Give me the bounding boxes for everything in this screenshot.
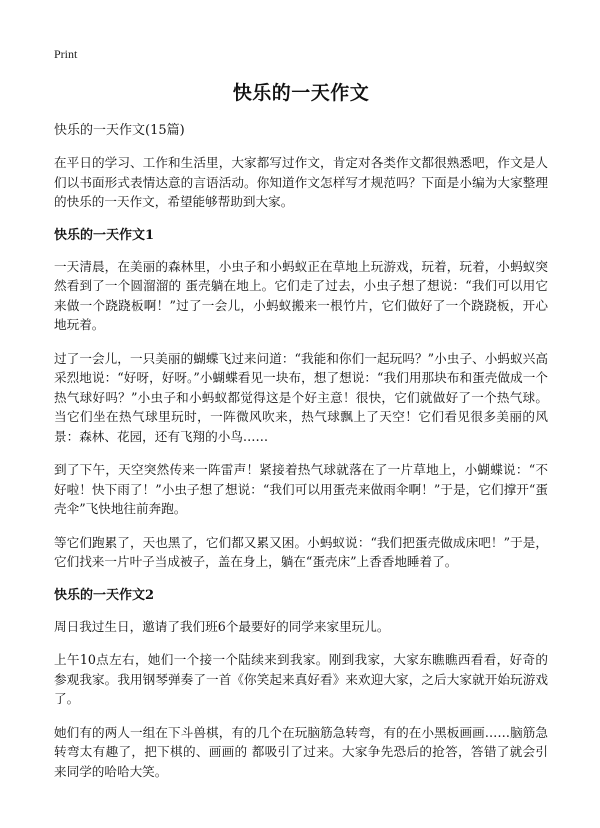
section-1-paragraph-3: 到了下午，天空突然传来一阵雷声！紧接着热气球就落在了一片草地上，小蝴蝶说：“不好啦！快下雨了！”小虫子想了想说：“我们可以用蛋壳来做雨伞啊！”于是，它们撑开“蛋壳伞”飞快地往前奔跑。 [54, 462, 548, 516]
article-subtitle: 快乐的一天作文(15篇) [54, 123, 185, 138]
section-2-paragraph-1: 周日我过生日，邀请了我们班6个最要好的同学来家里玩儿。 [54, 618, 390, 634]
article-body [54, 121, 548, 795]
page-title: 快乐的一天作文 [232, 82, 370, 104]
intro-paragraph: 在平日的学习、工作和生活里，大家都写过作文，肯定对各类作文都很熟悉吧，作文是人们以书面形式表情达意的言语活动。你知道作文怎样写才规范吗？下面是小编为大家整理的快乐的一天作文，希望能够帮助到大家。 [54, 155, 548, 209]
section-2-paragraph-3: 她们有的两人一组在下斗兽棋，有的几个在玩脑筋急转弯，有的在小黑板画画……脑筋急转弯太有趣了，把下棋的、画画的 都吸引了过来。大家争先恐后的抢答，答错了就会引来同学的哈哈大笑。 [54, 724, 548, 779]
section-heading-2: 快乐的一天作文2 [54, 587, 155, 603]
section-1-paragraph-1: 一天清晨，在美丽的森林里，小虫子和小蚂蚁正在草地上玩游戏，玩着，玩着，小蚂蚁突然看到了一个圆溜溜的 蛋壳躺在地上。它们走了过去，小虫子想了想说：“我们可以用它来做一个跷跷板啊！”过了一会儿，小蚂蚁搬来一根竹片，它们做好了一个跷跷板，开心地玩着。 [54, 258, 548, 332]
section-1-paragraph-4: 等它们跑累了，天也黑了，它们都又累又困。小蚂蚁说：“我们把蛋壳做成床吧！”于是，它们找来一片叶子当成被子，盖在身上，躺在“蛋壳床”上香香地睡着了。 [54, 534, 548, 569]
section-1-paragraph-2: 过了一会儿，一只美丽的蝴蝶飞过来问道：“我能和你们一起玩吗？”小虫子、小蚂蚁兴高采烈地说：“好呀，好呀。”小蝴蝶看见一块布，想了想说：“我们用那块布和蛋壳做成一个热气球好吗？”小虫子和小蚂蚁都觉得这是个好主意！很快，它们就做好了一个热气球。当它们坐在热气球里玩时，一阵微风吹来，热气球飘上了天空！它们看见很多美丽的风景：森林、花园，还有飞翔的小鸟…… [54, 350, 548, 444]
section-heading-1: 快乐的一天作文1 [54, 227, 155, 243]
section-2-paragraph-2: 上午10点左右，她们一个接一个陆续来到我家。刚到我家，大家东瞧瞧西看看，好奇的参观我家。我用钢琴弹奏了一首《你笑起来真好看》来欢迎大家，之后大家就开始玩游戏了。 [54, 652, 548, 706]
print-link[interactable]: Print [54, 47, 78, 61]
